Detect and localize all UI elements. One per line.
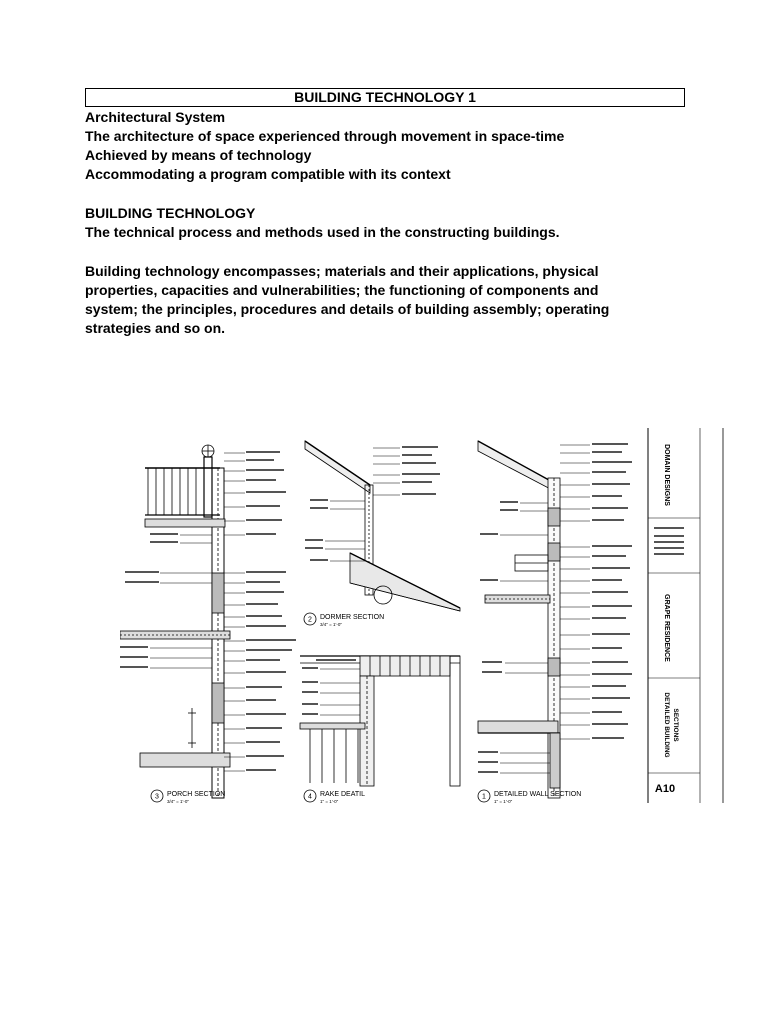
section-heading: BUILDING TECHNOLOGY bbox=[85, 205, 256, 221]
svg-text:DORMER SECTION: DORMER SECTION bbox=[320, 614, 385, 621]
svg-text:2: 2 bbox=[308, 616, 312, 624]
intro-line-3: Achieved by means of technology bbox=[85, 147, 312, 163]
svg-text:3: 3 bbox=[155, 793, 159, 801]
paragraph-line-2: properties, capacities and vulnerabilities; the functioning of components and bbox=[85, 282, 599, 298]
intro-line-2: The architecture of space experienced through movement in space-time bbox=[85, 128, 565, 144]
construction-drawing bbox=[120, 423, 726, 809]
paragraph-line-4: strategies and so on. bbox=[85, 320, 226, 336]
svg-text:DETAILED BUILDING: DETAILED BUILDING bbox=[663, 692, 670, 758]
svg-text:A10: A10 bbox=[654, 783, 676, 795]
paragraph-line-1: Building technology encompasses; materials and their applications, physical bbox=[85, 263, 599, 279]
definition-text: The technical process and methods used in the constructing buildings. bbox=[85, 224, 560, 240]
paragraph-line-3: system; the principles, procedures and details of building assembly; operating bbox=[85, 301, 610, 317]
svg-text:3/4" = 1'-0": 3/4" = 1'-0" bbox=[167, 799, 189, 804]
svg-text:RAKE DEATIL: RAKE DEATIL bbox=[320, 791, 365, 798]
svg-text:GRAPE RESIDENCE: GRAPE RESIDENCE bbox=[663, 594, 670, 662]
svg-text:4: 4 bbox=[308, 793, 312, 801]
intro-line-4: Accommodating a program compatible with its context bbox=[85, 166, 451, 182]
svg-text:3/4" = 1'-0": 3/4" = 1'-0" bbox=[320, 622, 342, 627]
svg-text:1" = 1'-0": 1" = 1'-0" bbox=[320, 799, 339, 804]
svg-text:DOMAIN DESIGNS: DOMAIN DESIGNS bbox=[663, 444, 670, 506]
svg-text:1: 1 bbox=[482, 793, 486, 801]
svg-text:SECTIONS: SECTIONS bbox=[672, 708, 679, 742]
svg-text:PORCH SECTION: PORCH SECTION bbox=[167, 791, 226, 798]
svg-text:DETAILED WALL SECTION: DETAILED WALL SECTION bbox=[494, 791, 582, 798]
svg-text:1" = 1'-0": 1" = 1'-0" bbox=[494, 799, 513, 804]
intro-line-1: Architectural System bbox=[85, 109, 226, 125]
document-title: BUILDING TECHNOLOGY 1 bbox=[85, 88, 685, 107]
